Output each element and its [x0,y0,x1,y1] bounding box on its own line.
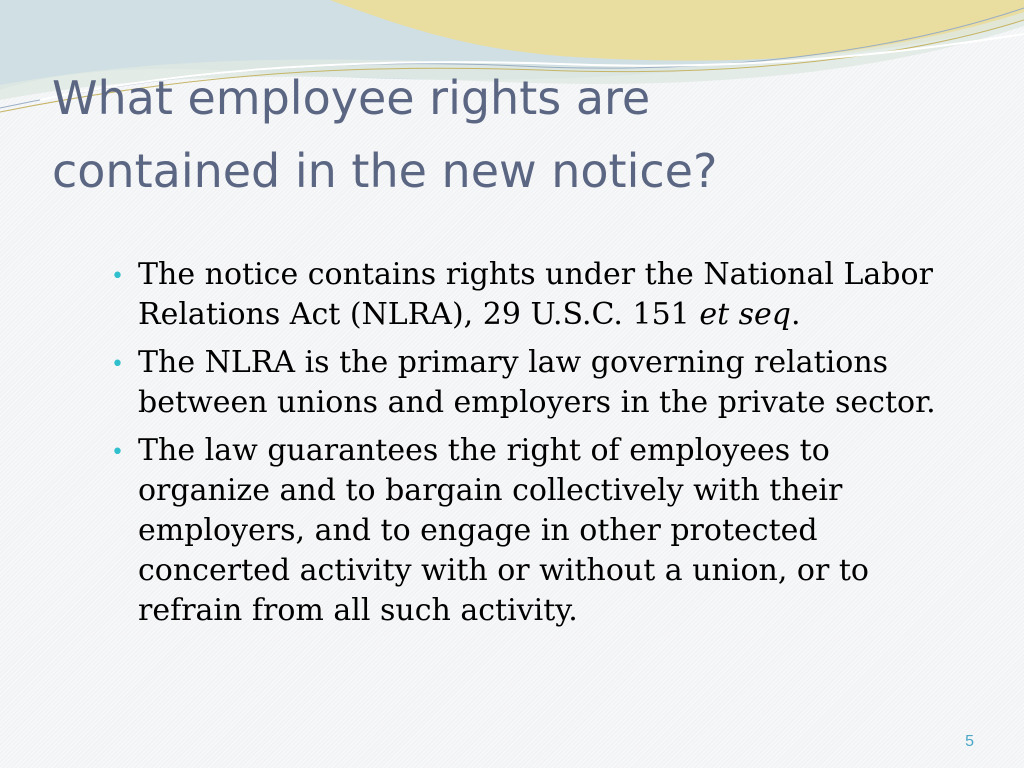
slide-title-line-2: contained in the new notice? [52,144,718,198]
bullet-1-period: . [791,297,801,332]
bullet-marker-icon: • [111,264,124,289]
bullet-1-line-2-text: Relations Act (NLRA), 29 U.S.C. 151 [138,297,700,332]
bullet-3-line-1: The law guarantees the right of employees to [138,433,830,468]
bullet-2-line-1: The NLRA is the primary law governing relations [138,345,889,380]
bullet-marker-icon: • [111,440,124,465]
bullet-marker-icon: • [111,352,124,377]
bullet-3-line-3: employers, and to engage in other protected [138,513,818,548]
slide-title [52,62,952,208]
page-number: 5 [965,733,974,750]
bullet-3-line-5: refrain from all such activity. [138,593,578,628]
bullet-item-law-guarantees [110,431,990,631]
bullet-3-line-4: concerted activity with or without a union, or to [138,553,869,588]
bullet-1-line-2 [138,295,990,335]
bullet-2-line-2: between unions and employers in the private sector. [138,385,936,420]
bullet-item-nlra-primary-law [110,343,990,423]
bullet-list [110,255,990,639]
bullet-3-line-2: organize and to bargain collectively with their [138,473,843,508]
bullet-item-nlra-rights [110,255,990,335]
et-seq-italic: et seq [699,297,792,332]
bullet-1-line-1: The notice contains rights under the National Labor [138,257,933,292]
slide-title-line-1: What employee rights are [52,71,651,125]
